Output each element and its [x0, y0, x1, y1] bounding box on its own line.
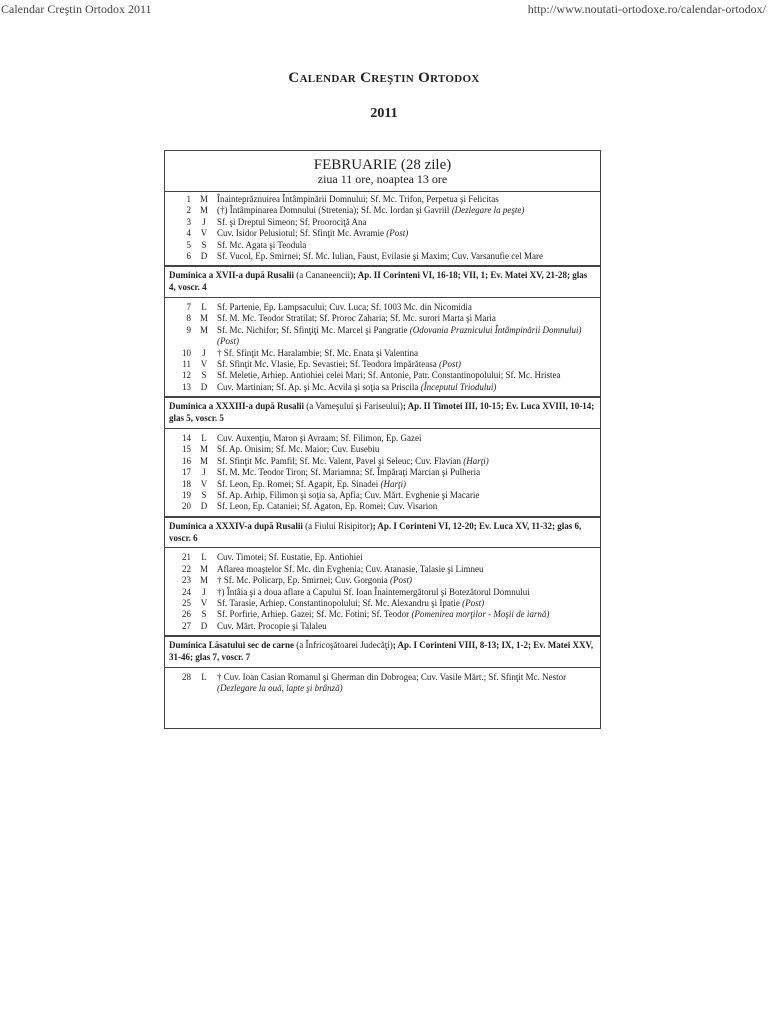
page-header-url: http://www.noutati-ortodoxe.ro/calendar-ortodox/ [527, 2, 766, 16]
day-of-week: D [200, 620, 208, 631]
day-text [217, 194, 600, 205]
day-row [165, 194, 600, 205]
day-saints: Cuv. Isidor Pelusiotul; Sf. Sfinţit Mc. Avramie [217, 228, 387, 239]
day-of-week: D [200, 501, 208, 512]
day-saints: † Sf. Mc. Policarp, Ep. Smirnei; Cuv. Gorgonia [217, 575, 390, 586]
day-text [217, 348, 600, 359]
day-saints: Sf. Porfirie, Arhiep. Gazei; Sf. Mc. Fotini; Sf. Teodor [217, 609, 412, 620]
day-saints: Sf. Tarasie, Arhiep. Constantinopolului; Sf. Mc. Alexandru şi Ipatie [217, 597, 463, 608]
day-number: 9 [186, 324, 191, 335]
day-row [165, 251, 600, 262]
day-note: (Harţi) [463, 455, 489, 466]
day-number: 7 [186, 302, 191, 313]
day-of-week: M [199, 455, 208, 466]
day-saints: Cuv. Timotei; Sf. Eustatie, Ep. Antiohiei [217, 552, 363, 563]
day-text [217, 609, 600, 620]
day-row [165, 240, 600, 251]
calendar-rows [165, 191, 600, 695]
day-number: 20 [182, 501, 191, 512]
day-of-week: L [201, 302, 207, 313]
day-saints: Sf. M. Mc. Teodor Stratilat; Sf. Proroc Zaharia; Sf. Mc. surori Marta şi Maria [217, 313, 496, 324]
sunday-name: Duminica a XXXIV-a după Rusalii [169, 520, 306, 531]
day-of-week: L [201, 432, 207, 443]
day-saints: Sf. M. Mc. Teodor Tiron; Sf. Mariamna; Sf. Împăraţi Marcian şi Pulheria [217, 467, 481, 478]
day-saints: Sf. Leon, Ep. Romei; Sf. Agapit, Ep. Sinadei [217, 478, 381, 489]
month-daylight: ziua 11 ore, noaptea 13 ore [317, 172, 448, 186]
document-year: 2011 [370, 106, 398, 121]
day-number: 13 [182, 381, 191, 392]
day-of-week: D [200, 381, 208, 392]
day-note: (Odovania Praznicului Întâmpinării Domnului) (Post) [217, 324, 582, 347]
day-text [217, 564, 600, 575]
day-row [165, 587, 600, 598]
day-saints: Sf. Sfinţit Mc. Pamfil; Sf. Mc. Valent, Pavel şi Seleuc; Cuv. Flavian [217, 455, 464, 466]
day-of-week: V [200, 478, 208, 489]
day-row [165, 444, 600, 455]
sunday-subtitle: (a Vameşului şi Fariseului) [306, 401, 403, 412]
day-text [217, 325, 600, 348]
day-row [165, 228, 600, 239]
day-row [165, 621, 600, 632]
day-saints: Sf. Sfinţit Mc. Vlasie, Ep. Sevastiei; Sf. Teodora împărăteasa [217, 359, 439, 370]
day-row [165, 456, 600, 467]
day-saints: † Cuv. Ioan Casian Romanul şi Gherman din Dobrogea; Cuv. Vasile Mărt.; Sf. Sfinţit Mc. Nestor [217, 671, 567, 682]
day-note: (Post) [439, 359, 461, 370]
sunday-name: Duminica a XXXIII-a după Rusalii [169, 401, 307, 412]
day-of-week: M [199, 444, 208, 455]
day-row [165, 479, 600, 490]
day-row [165, 325, 600, 348]
day-row [165, 609, 600, 620]
day-of-week: J [202, 467, 206, 478]
day-text [217, 587, 600, 598]
day-text [217, 313, 600, 324]
title-rest: RTODOX [430, 73, 480, 85]
day-row [165, 564, 600, 575]
sunday-subtitle: (a Cananeencii) [296, 270, 353, 281]
day-saints: Cuv. Mărt. Procopie şi Talaleu [217, 620, 327, 631]
day-number: 26 [182, 609, 191, 620]
month-title: FEBRUARIE (28 zile) [313, 157, 452, 173]
day-text [217, 370, 600, 381]
day-text [217, 672, 600, 695]
day-of-week: M [199, 313, 208, 324]
day-saints: Sf. Ap. Arhip, Filimon şi soţia sa, Apfia; Cuv. Mărt. Evghenie şi Macarie [217, 489, 480, 500]
day-of-week: L [201, 671, 207, 682]
day-row [165, 313, 600, 324]
day-number: 11 [182, 359, 191, 370]
day-row [165, 370, 600, 381]
day-of-week: V [200, 228, 208, 239]
day-number: 4 [186, 228, 191, 239]
day-note: (Post) [386, 228, 409, 239]
day-row [165, 359, 600, 370]
day-text [217, 456, 600, 467]
document-title [0, 70, 768, 87]
day-row [165, 205, 600, 216]
day-number: 24 [182, 586, 191, 597]
day-note: (Harţi) [380, 478, 406, 489]
day-saints: Sf. Leon, Ep. Cataniei; Sf. Agaton, Ep. Romei; Cuv. Visarion [217, 501, 438, 512]
sunday-readings: ; Ap. I Corinteni VI, 12-20; Ev. Luca XV, 11-32; glas 6, voscr. 6 [169, 520, 582, 543]
day-saints: Înainteprăznuirea Întâmpinării Domnului; Sf. Mc. Trifon, Perpetua şi Felicitas [217, 194, 499, 204]
day-of-week: S [201, 239, 207, 250]
day-text [217, 240, 600, 251]
title-cap: O [418, 70, 431, 86]
day-saints: Sf. Ap. Onisim; Sf. Mc. Maior; Cuv. Eusebiu [217, 444, 380, 455]
day-row [165, 501, 600, 512]
day-text [217, 205, 600, 216]
day-number: 25 [182, 597, 191, 608]
day-note: (Post) [390, 575, 412, 586]
day-text [217, 228, 600, 239]
day-saints: † Sf. Sfinţit Mc. Haralambie; Sf. Mc. Enata şi Valentina [217, 347, 419, 358]
day-of-week: J [202, 216, 206, 227]
title-cap: C [360, 70, 372, 86]
day-text [217, 552, 600, 563]
day-row [165, 382, 600, 393]
day-text [217, 575, 600, 586]
day-text [217, 359, 600, 370]
sunday-readings: ; Ap. I Corinteni VIII, 8-13; IX, 1-2; Ev. Matei XXV, 31-46; glas 7, voscr. 7 [169, 640, 594, 662]
day-saints: Cuv. Auxenţiu, Maron şi Avraam; Sf. Filimon, Ep. Gazei [217, 432, 422, 443]
day-text [217, 251, 600, 262]
day-of-week: J [202, 347, 206, 358]
day-number: 1 [186, 194, 191, 204]
day-of-week: M [199, 575, 208, 586]
day-of-week: V [200, 359, 208, 370]
sunday-readings: ; Ap. II Corinteni VI, 16-18; VII, 1; Ev. Matei XV, 21-28; glas 4, voscr. 4 [169, 270, 588, 293]
sunday-name: Duminica Lăsatului sec de carne [169, 640, 297, 651]
day-row [165, 467, 600, 478]
day-of-week: J [202, 586, 206, 597]
day-text [217, 382, 600, 393]
day-text [217, 501, 600, 512]
day-note: (Dezlegare la ouă, lapte şi brânză) [217, 683, 343, 694]
day-number: 16 [182, 455, 191, 466]
day-row [165, 433, 600, 444]
day-number: 23 [182, 575, 191, 586]
day-row [165, 598, 600, 609]
day-saints: Sf. Vucol, Ep. Smirnei; Sf. Mc. Iulian, Faust, Evilasie şi Maxim; Cuv. Varsanufie cel Mare [217, 251, 543, 262]
sunday-reading [165, 635, 600, 668]
day-text [217, 490, 600, 501]
day-text [217, 217, 600, 228]
calendar-box [164, 150, 601, 729]
sunday-reading [165, 265, 600, 298]
day-number: 6 [186, 251, 191, 262]
day-row [165, 302, 600, 313]
day-number: 3 [186, 216, 191, 227]
day-row [165, 575, 600, 586]
day-row [165, 672, 600, 695]
day-of-week: L [201, 552, 207, 563]
day-saints: Sf. şi Dreptul Simeon; Sf. Proorociţă Ana [217, 216, 367, 227]
day-note: (Pomenirea morţilor - Moşii de iarnă) [411, 609, 550, 620]
day-of-week: M [199, 563, 208, 574]
day-number: 2 [186, 205, 191, 216]
day-row [165, 348, 600, 359]
day-number: 8 [186, 313, 191, 324]
title-rest: ALENDAR [299, 73, 357, 85]
day-row [165, 490, 600, 501]
day-of-week: V [200, 597, 208, 608]
day-number: 12 [182, 370, 191, 381]
day-saints: (†) Întâmpinarea Domnului (Stretenia); Sf. Mc. Iordan şi Gavriil [217, 205, 452, 216]
day-saints: Sf. Mc. Nichifor; Sf. Sfinţiţi Mc. Marcel şi Pangratie [217, 324, 410, 335]
sunday-subtitle: (a Înfricoşătoarei Judecăţi) [296, 640, 393, 651]
day-saints: Aflarea moaştelor Sf. Mc. din Evghenia; Cuv. Atanasie, Talasie şi Limneu [217, 563, 484, 574]
day-note: (Dezlegare la peşte) [451, 205, 525, 216]
day-number: 22 [182, 563, 191, 574]
page-header-title: Calendar Creştin Ortodox 2011 [1, 2, 152, 16]
day-of-week: S [201, 609, 207, 620]
day-note: (Începutul Triodului) [420, 381, 497, 392]
sunday-reading [165, 516, 600, 549]
sunday-name: Duminica a XVII-a după Rusalii [169, 270, 297, 281]
day-number: 15 [182, 444, 191, 455]
day-row [165, 217, 600, 228]
day-of-week: S [201, 370, 207, 381]
sunday-reading [165, 396, 600, 429]
day-saints: †) Întâia şi a doua aflare a Capului Sf. Ioan Înaintemergătorul şi Botezătorul Domnului [217, 586, 530, 597]
day-text [217, 444, 600, 455]
day-number: 5 [186, 239, 191, 250]
day-of-week: S [201, 489, 207, 500]
day-number: 14 [182, 432, 191, 443]
day-of-week: D [200, 251, 208, 262]
day-of-week: M [199, 194, 208, 204]
day-number: 19 [182, 489, 191, 500]
day-of-week: M [199, 205, 208, 216]
day-text [217, 467, 600, 478]
day-saints: Sf. Mc. Agata şi Teodula [217, 239, 307, 250]
day-number: 10 [182, 347, 191, 358]
day-saints: Sf. Partenie, Ep. Lampsacului; Cuv. Luca; Sf. 1003 Mc. din Nicomidia [217, 302, 472, 313]
day-number: 18 [182, 478, 191, 489]
day-text [217, 598, 600, 609]
title-cap: C [288, 70, 300, 86]
day-saints: Cuv. Martinian; Sf. Ap. şi Mc. Acvila şi soţia sa Priscila [217, 381, 421, 392]
title-rest: REŞTIN [371, 73, 415, 85]
day-row [165, 552, 600, 563]
day-text [217, 479, 600, 490]
day-of-week: M [199, 324, 208, 335]
day-number: 17 [182, 467, 191, 478]
day-note: (Post) [462, 597, 485, 608]
day-number: 28 [182, 671, 191, 682]
day-text [217, 621, 600, 632]
sunday-subtitle: (a Fiului Risipitor) [305, 520, 373, 531]
day-saints: Sf. Meletie, Arhiep. Antiohiei celei Mari; Sf. Antonie, Patr. Constantinopolului; Sf. Mc. Hristea [217, 370, 561, 381]
day-number: 21 [182, 552, 191, 563]
day-text [217, 302, 600, 313]
sunday-readings: ; Ap. II Timotei III, 10-15; Ev. Luca XVIII, 10-14; glas 5, voscr. 5 [169, 401, 595, 424]
day-number: 27 [182, 620, 191, 631]
day-text [217, 433, 600, 444]
